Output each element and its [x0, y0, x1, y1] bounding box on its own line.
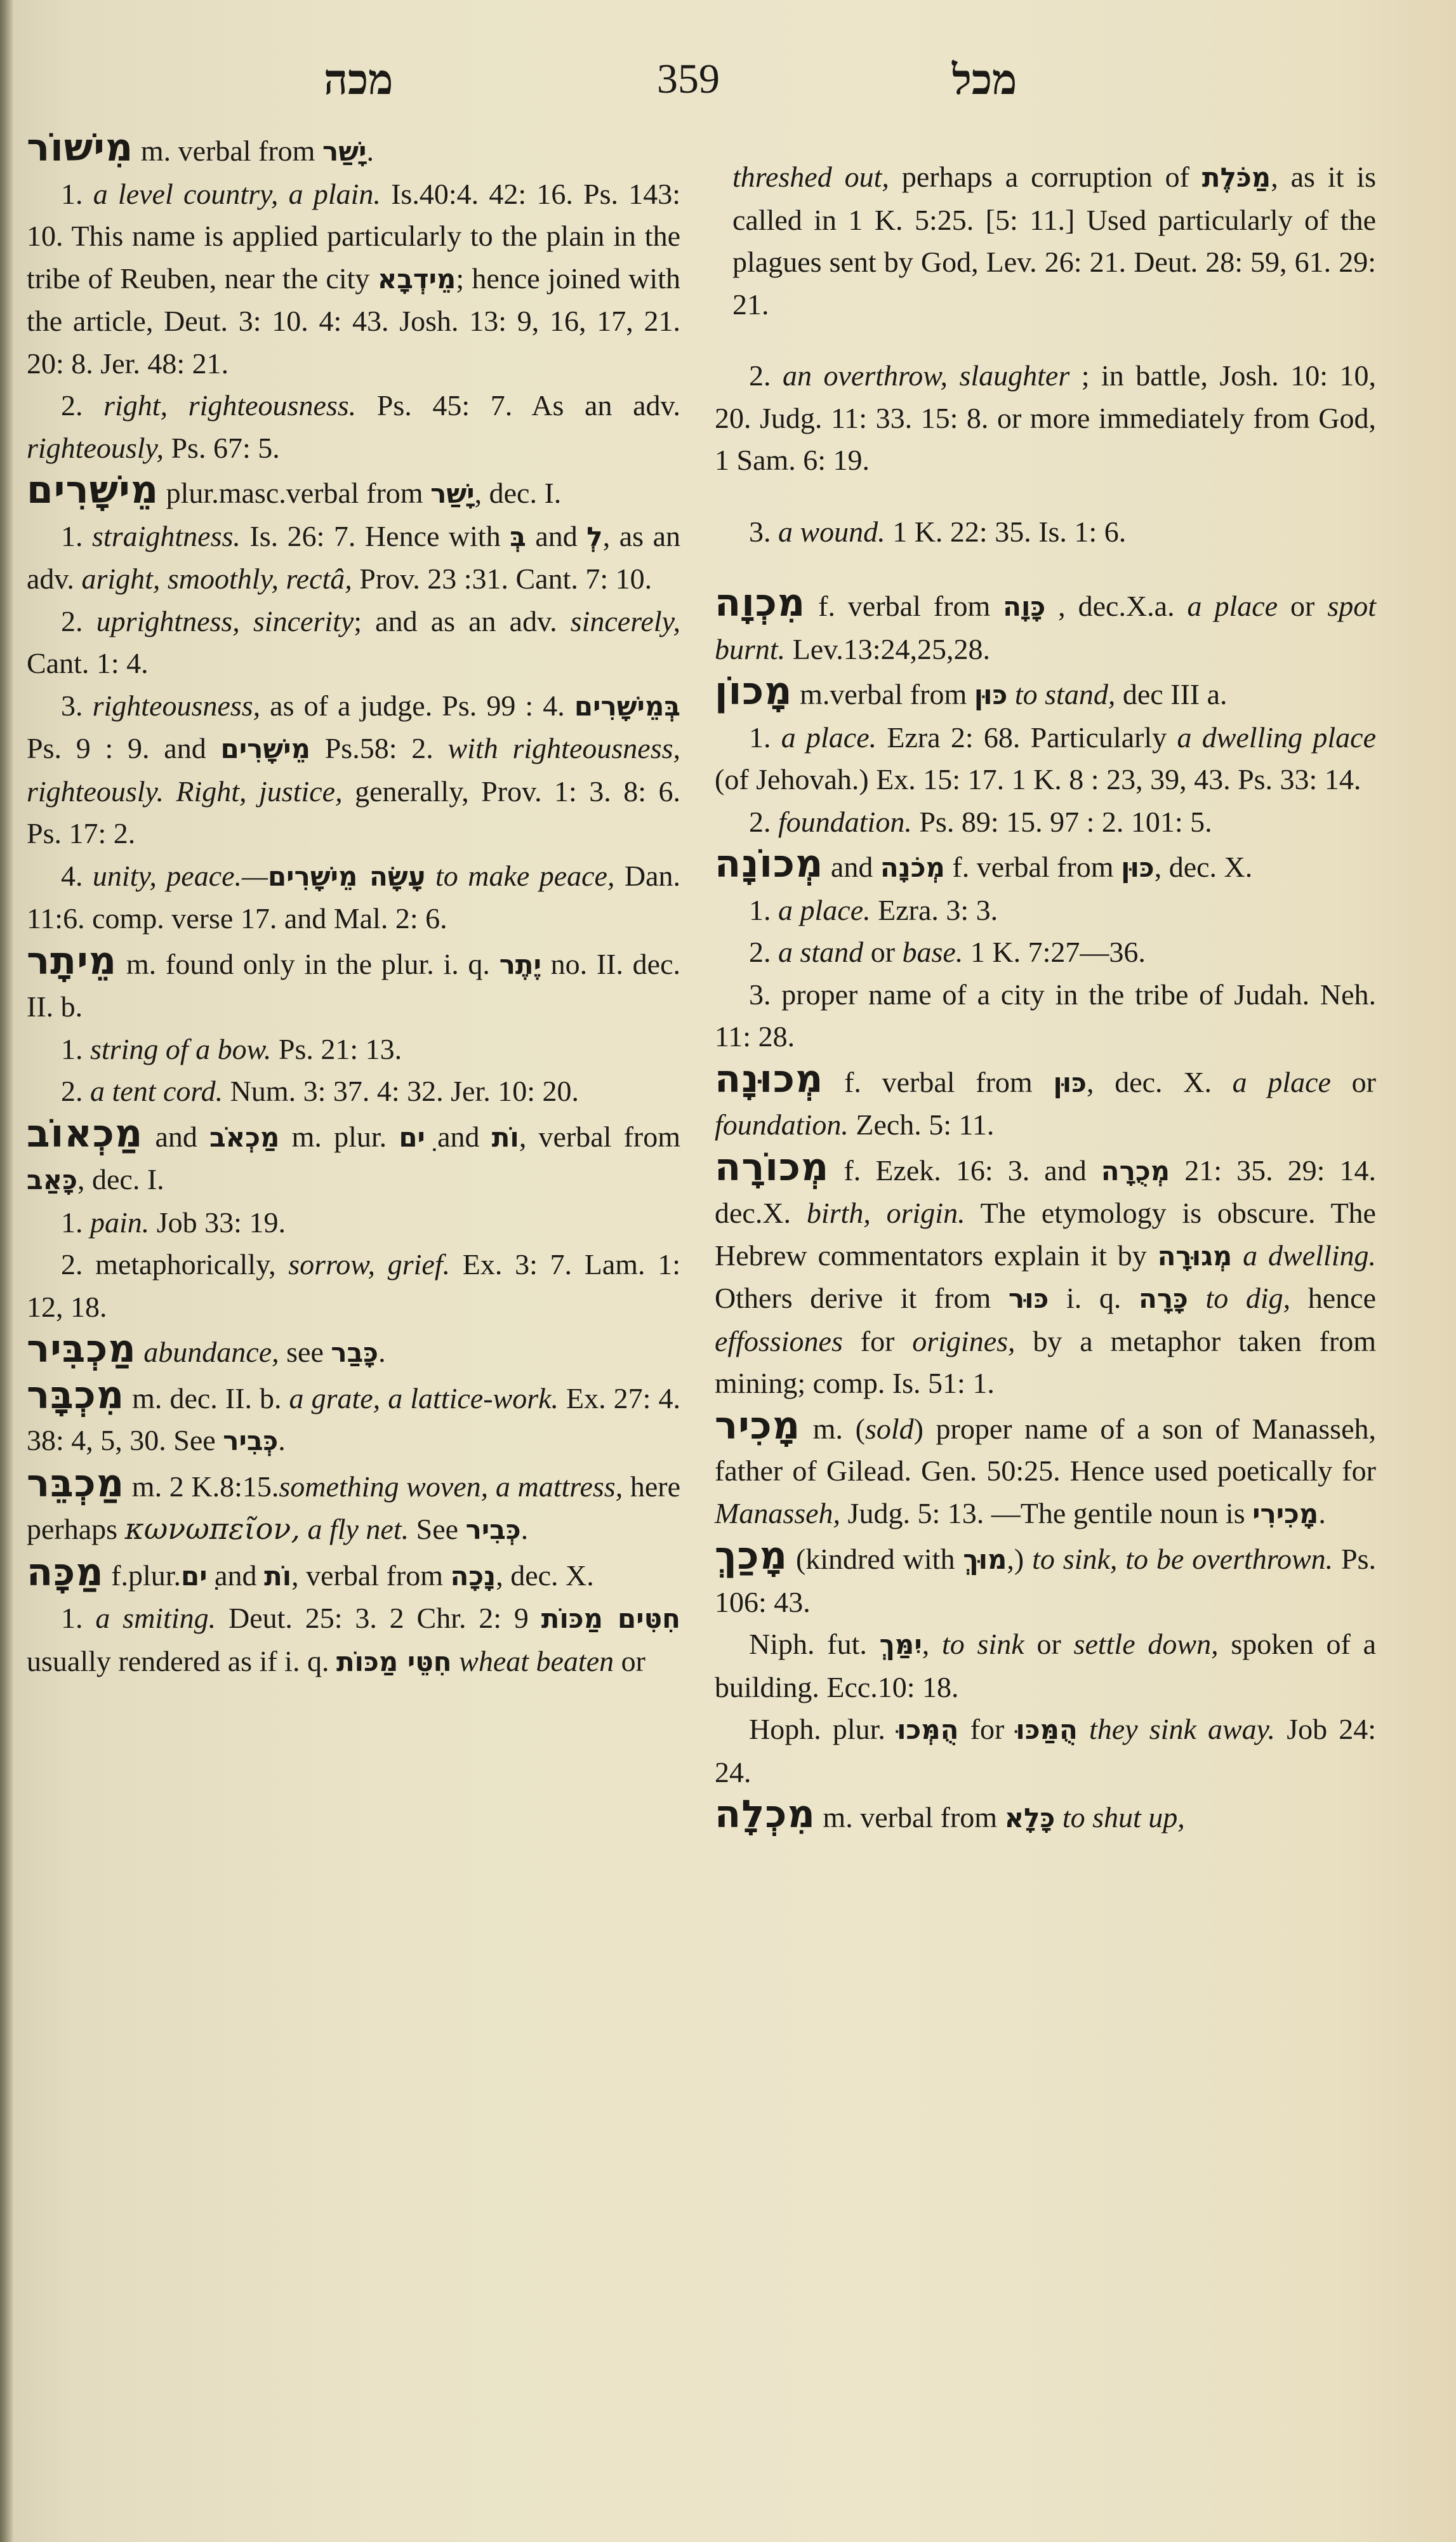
- text-run: as of a judge. Ps. 99 : 4.: [260, 689, 574, 722]
- entry-head-line: [715, 670, 1376, 717]
- italic-gloss: right, righteousness.: [103, 389, 357, 422]
- text-run: 2.: [749, 936, 778, 968]
- text-run: ,): [1007, 1543, 1033, 1575]
- text-run: or: [863, 936, 903, 968]
- italic-gloss: abundance,: [143, 1336, 279, 1368]
- italic-gloss: a tent cord.: [90, 1075, 223, 1107]
- text-run: .: [278, 1424, 286, 1456]
- entry-head-line: [715, 582, 1376, 670]
- hebrew-word: כּוּן: [1121, 852, 1155, 883]
- entry-head-line: [715, 1147, 1376, 1405]
- entry-sense: [715, 717, 1376, 801]
- text-run: generally, Prov. 1: 3. 8: 6. Ps. 17: 2.: [27, 775, 680, 849]
- text-run: 2.: [749, 359, 783, 392]
- italic-gloss: a dwelling.: [1232, 1239, 1376, 1272]
- italic-gloss: sincerely,: [570, 604, 680, 637]
- text-run: 2.: [749, 805, 778, 838]
- hebrew-word: לְ: [586, 521, 603, 552]
- headword: מִכְוָה: [715, 581, 806, 625]
- entry-sense: [715, 889, 1376, 932]
- entry-head-line: [27, 469, 680, 516]
- hebrew-word: וֹת: [491, 1121, 519, 1153]
- italic-gloss: a place.: [778, 893, 871, 926]
- text-run: ,: [922, 1628, 942, 1660]
- italic-gloss: with righteousness, righteously. Right, justice,: [27, 732, 680, 808]
- entry-sense: [715, 931, 1376, 974]
- entry-sense: [715, 355, 1376, 482]
- headword: מֵישָׁרִים: [27, 468, 159, 512]
- text-run: and: [155, 1120, 210, 1153]
- text-run: 1.: [749, 721, 781, 754]
- italic-gloss: settle down,: [1073, 1628, 1219, 1660]
- italic-gloss: pain.: [90, 1206, 150, 1239]
- text-run: Ex. 3: 7. Lam. 1: 12, 18.: [27, 1248, 680, 1323]
- italic-gloss: aright, smoothly, rectâ,: [81, 562, 352, 595]
- text-run: m. verbal from: [140, 135, 322, 167]
- hebrew-word: בְּמֵישָׁרִים: [574, 690, 681, 722]
- text-run: plur.masc.verbal from: [166, 477, 431, 509]
- entry-head-line: [27, 1113, 680, 1202]
- text-run: Cant. 1: 4.: [27, 647, 149, 679]
- text-run: , verbal from: [291, 1559, 451, 1592]
- text-run: perhaps a corruption of: [889, 161, 1202, 193]
- text-run: Num. 3: 37. 4: 32. Jer. 10: 20.: [223, 1075, 579, 1107]
- text-run: or: [614, 1644, 645, 1677]
- italic-gloss: a wound.: [778, 515, 885, 548]
- text-run: m.verbal from: [800, 678, 974, 710]
- text-run: m. found only in the plur. i. q.: [126, 947, 500, 980]
- hebrew-word: יָשַׁר: [430, 478, 475, 509]
- text-run: f. verbal from: [844, 1065, 1054, 1098]
- running-head-right-word: מכל: [952, 55, 1017, 104]
- left-column: [27, 127, 680, 1683]
- italic-gloss: righteousness,: [92, 689, 261, 722]
- text-run: ; and as an adv.: [354, 604, 571, 637]
- text-run: Dan. 11:6. comp. verse 17. and Mal. 2: 6.: [27, 859, 681, 935]
- hebrew-word: יָשַׁר: [322, 136, 367, 167]
- text-run: Ps. 67: 5.: [163, 431, 280, 464]
- italic-gloss: to sink: [941, 1628, 1024, 1660]
- dictionary-entry: [715, 1405, 1376, 1536]
- text-run: , dec. X.: [496, 1559, 594, 1592]
- hebrew-word: עָשָׂה מֵישָׁרִים: [267, 860, 426, 892]
- hebrew-word: יִמַּךְ: [879, 1629, 922, 1660]
- text-run: 3.: [749, 515, 778, 548]
- text-run: Prov. 23 :31. Cant. 7: 10.: [352, 562, 652, 595]
- hebrew-word: כָּרָה: [1138, 1283, 1188, 1314]
- text-run: The etymology is obscure. The Hebrew commentators explain it by: [715, 1197, 1376, 1272]
- dictionary-entry: [715, 1058, 1376, 1147]
- dictionary-entry: [27, 469, 680, 940]
- text-run: and: [207, 1559, 265, 1592]
- text-run: Deut. 25: 3. 2 Chr. 2: 9: [216, 1602, 541, 1634]
- italic-gloss: threshed out,: [732, 161, 889, 193]
- text-run: for: [842, 1324, 913, 1357]
- entry-head-line: [715, 1535, 1376, 1623]
- dictionary-entry: [715, 1793, 1376, 1840]
- italic-gloss: wheat beaten: [451, 1644, 614, 1677]
- hebrew-word: כָּאַב: [27, 1164, 77, 1195]
- hebrew-word: ִים: [181, 1560, 208, 1592]
- entry-sense: [27, 685, 680, 855]
- hebrew-word: כָּלָא: [1004, 1802, 1056, 1833]
- italic-gloss: a level country, a plain.: [93, 177, 381, 210]
- hebrew-word: נָכָה: [450, 1560, 496, 1592]
- text-run: 1.: [61, 1602, 96, 1634]
- text-run: 2. metaphorically,: [61, 1248, 289, 1281]
- text-run: or: [1024, 1628, 1074, 1660]
- hebrew-word: מַכְאֹב: [209, 1121, 280, 1153]
- text-run: Job 24: 24.: [715, 1713, 1377, 1788]
- text-run: .: [378, 1336, 386, 1368]
- text-run: hence: [1290, 1282, 1377, 1314]
- entry-sense: [27, 855, 680, 940]
- hebrew-word: מְגוּרָה: [1157, 1240, 1233, 1272]
- entry-head-line: [27, 1374, 680, 1463]
- text-run: Ps. 9 : 9. and: [27, 732, 221, 764]
- italic-gloss: a place.: [781, 721, 877, 754]
- text-run: for: [958, 1713, 1016, 1745]
- text-run: ; hence joined with the article, Deut. 3: 10. 4: 43. Josh. 13: 9, 16, 17, 21. 20: 8. Jer. 48: 21.: [27, 262, 680, 380]
- text-run: Ps.58: 2.: [310, 732, 448, 764]
- headword: מִכְבָּר: [27, 1373, 125, 1418]
- italic-gloss: a grate, a lattice-work.: [289, 1381, 559, 1414]
- text-run: Job 33: 19.: [149, 1206, 286, 1239]
- headword: מָכוֹן: [715, 669, 793, 714]
- text-run: 2.: [61, 604, 96, 637]
- italic-gloss: a place: [1187, 590, 1278, 622]
- text-run: 3.: [61, 689, 93, 722]
- hebrew-word: מֵישָׁרִים: [220, 733, 310, 764]
- hebrew-word: כְּבִיר: [223, 1425, 279, 1456]
- entry-sense: [715, 511, 1376, 554]
- text-run: i. q.: [1049, 1282, 1139, 1314]
- text-run: 1.: [61, 519, 93, 552]
- italic-gloss: origines,: [912, 1324, 1016, 1357]
- text-run: Judg. 5: 13. —The gentile noun is: [840, 1496, 1253, 1529]
- dictionary-entry: [27, 1328, 680, 1374]
- text-run: .: [1318, 1496, 1326, 1529]
- entry-sense: [715, 1623, 1376, 1708]
- italic-gloss: a stand: [778, 936, 864, 968]
- running-head-left-word: מכה: [324, 55, 394, 104]
- text-run: see: [279, 1336, 331, 1368]
- running-head: [0, 44, 1456, 114]
- text-run: , dec. I.: [474, 477, 562, 509]
- entry-head-line: [27, 127, 680, 173]
- italic-gloss: an overthrow, slaughter: [783, 359, 1070, 392]
- text-run: Ps. 21: 13.: [271, 1032, 402, 1065]
- dictionary-entry: [715, 843, 1376, 1058]
- text-run: Lev.13:24,25,28.: [785, 632, 990, 665]
- text-run: 1.: [61, 1206, 90, 1239]
- text-run: or: [1278, 590, 1328, 622]
- hebrew-word: כְּבִיר: [465, 1514, 521, 1545]
- italic-gloss: sorrow, grief.: [288, 1248, 451, 1281]
- hebrew-word: כּוּר: [1008, 1283, 1049, 1314]
- hebrew-word: חִטֵּי מַכּוֹת: [336, 1646, 452, 1677]
- dictionary-entry: [715, 1535, 1376, 1793]
- italic-gloss: foundation.: [715, 1108, 849, 1141]
- text-run: Ezra. 3: 3.: [870, 893, 998, 926]
- italic-gloss: something woven, a mattress,: [279, 1470, 623, 1503]
- page-number: 359: [657, 56, 720, 102]
- text-run: 1.: [61, 1032, 90, 1065]
- headword: מָכַךְ: [715, 1534, 788, 1578]
- italic-gloss: Manasseh,: [715, 1496, 841, 1529]
- headword: מֵיתָר: [27, 938, 117, 983]
- text-run: Ex. 27: 4. 38: 4, 5, 30. See: [27, 1381, 680, 1456]
- entry-head-line: [27, 940, 680, 1028]
- text-run: and: [830, 851, 880, 883]
- text-run: f.plur.: [111, 1559, 182, 1592]
- text-run: Ezra 2: 68. Particularly: [877, 721, 1177, 754]
- text-run: See: [409, 1513, 466, 1545]
- text-run: , dec. I.: [77, 1163, 164, 1195]
- right-column: [715, 127, 1376, 1840]
- italic-gloss: a place: [1232, 1065, 1331, 1098]
- text-run: f. verbal from: [818, 590, 1003, 622]
- dictionary-entry: [715, 670, 1376, 843]
- text-run: 1.: [61, 177, 93, 210]
- entry-sense: [715, 1708, 1376, 1793]
- text-run: 1 K. 7:27—36.: [963, 936, 1146, 968]
- hebrew-word: ִים: [399, 1121, 425, 1153]
- hebrew-word: מְכֹנָה: [880, 852, 945, 883]
- entry-head-line: [27, 1328, 680, 1374]
- headword: מָכִיר: [715, 1403, 801, 1448]
- text-run: Is. 26: 7. Hence with: [240, 519, 510, 552]
- italic-gloss: foundation.: [778, 805, 912, 838]
- hebrew-word: חִטִּים מַכּוֹת: [541, 1603, 681, 1634]
- text-run: m. plur.: [279, 1120, 399, 1153]
- text-run: ; in battle, Josh. 10: 10, 20. Judg. 11: 33. 15: 8. or more immediately from God, 1 Sam. 6: 19.: [715, 359, 1377, 476]
- italic-gloss: string of a bow.: [90, 1032, 272, 1065]
- hebrew-word: הֻמְּכוּ: [897, 1714, 959, 1745]
- dictionary-entry: [27, 940, 680, 1113]
- headword: מְכוֹנָה: [715, 842, 824, 886]
- italic-gloss: righteously,: [27, 431, 164, 464]
- italic-gloss: they sink away.: [1077, 1713, 1276, 1745]
- entry-sense: [27, 1244, 680, 1328]
- italic-gloss: to make peace,: [425, 859, 615, 892]
- dictionary-entry: [27, 1463, 680, 1552]
- entry-head-line: [715, 1793, 1376, 1840]
- entry-sense: [27, 1028, 680, 1071]
- text-run: f. verbal from: [944, 851, 1122, 883]
- text-run: Zech. 5: 11.: [848, 1108, 995, 1141]
- text-run: Niph. fut.: [749, 1628, 880, 1660]
- entry-sense: [715, 801, 1376, 844]
- text-run: (of Jehovah.) Ex. 15: 17. 1 K. 8 : 23, 39, 43. Ps. 33: 14.: [715, 763, 1361, 795]
- text-run: 1.: [749, 893, 778, 926]
- dictionary-entry: [27, 127, 680, 469]
- hebrew-word: מַכֹּלֶת: [1201, 162, 1271, 193]
- text-run: Ps. 89: 15. 97 : 2. 101: 5.: [911, 805, 1212, 838]
- text-run: , as it is called in 1 K. 5:25. [5: 11.] Used particularly of the plagues sent by God, Lev. 26: 21. Deut. 28: 59, 61. 29: 21.: [732, 161, 1377, 321]
- headword: מִכְלָה: [715, 1792, 816, 1837]
- italic-gloss: a dwelling place: [1177, 721, 1376, 754]
- greek-word: κωνωπεῖον,: [124, 1512, 300, 1546]
- entry-head-line: [715, 1058, 1376, 1147]
- hebrew-word: בְּ: [510, 521, 526, 552]
- text-run: ) proper name of a son of Manasseh, father of Gilead. Gen. 50:25. Hence used poetically for: [715, 1412, 1376, 1487]
- headword: מַכְבֵּר: [27, 1461, 125, 1506]
- text-run: Hoph. plur.: [749, 1713, 897, 1745]
- hebrew-word: כָּבַר: [331, 1337, 379, 1368]
- text-run: Is.40:4. 42: 16. Ps. 143: 10. This name is applied particularly to the plain in the tribe of Reuben, near the city: [27, 177, 680, 295]
- continued-text: [715, 156, 1376, 326]
- hebrew-word: מוּךְ: [963, 1544, 1007, 1575]
- italic-gloss: sold: [864, 1412, 914, 1445]
- text-run: , dec. X.: [1154, 851, 1253, 883]
- italic-gloss: to stand,: [1007, 678, 1116, 710]
- hebrew-word: וֹת: [264, 1560, 292, 1592]
- hebrew-word: מֵידְבָא: [377, 263, 456, 295]
- italic-gloss: a fly net.: [300, 1513, 409, 1545]
- text-run: spoken of a building. Ecc.10: 18.: [715, 1628, 1376, 1703]
- entry-sense: [27, 385, 680, 469]
- italic-gloss: to dig,: [1188, 1282, 1291, 1314]
- text-run: 1 K. 22: 35. Is. 1: 6.: [885, 515, 1127, 548]
- dictionary-entry: [27, 1552, 680, 1684]
- text-run: and: [425, 1120, 492, 1153]
- entry-sense: [27, 1597, 680, 1683]
- dictionary-entry: [27, 1113, 680, 1329]
- text-run: , dec.X.a.: [1045, 590, 1188, 622]
- text-run: m. verbal from: [823, 1801, 1005, 1833]
- text-run: and: [526, 519, 587, 552]
- italic-gloss: base.: [902, 936, 963, 968]
- entry-sense: [27, 516, 680, 601]
- text-run: 2.: [61, 389, 104, 422]
- text-run: usually rendered as if i. q.: [27, 1644, 336, 1677]
- text-run: here perhaps: [27, 1470, 681, 1545]
- text-run: , dec. X.: [1087, 1065, 1233, 1098]
- text-run: m. 2 K.8:15.: [131, 1470, 279, 1503]
- text-run: Others derive it from: [715, 1282, 1009, 1314]
- headword: מְכוֹרָה: [715, 1145, 830, 1190]
- text-run: 2.: [61, 1075, 90, 1107]
- entry-head-line: [715, 843, 1376, 889]
- text-run: (kindred with: [795, 1543, 963, 1575]
- entry-head-line: [27, 1552, 680, 1598]
- entry-sense: [715, 974, 1376, 1058]
- text-run: , verbal from: [519, 1120, 681, 1153]
- entry-head-line: [715, 1405, 1376, 1536]
- text-run: 4.: [61, 859, 93, 892]
- hebrew-word: מָכִירִי: [1252, 1498, 1319, 1529]
- italic-gloss: a smiting.: [95, 1602, 216, 1634]
- italic-gloss: to shut up,: [1055, 1801, 1185, 1833]
- text-run: m. dec. II. b.: [132, 1381, 289, 1414]
- italic-gloss: to sink, to be overthrown.: [1032, 1543, 1334, 1575]
- dictionary-entry: [27, 1374, 680, 1463]
- dictionary-entry: [715, 1147, 1376, 1405]
- entry-sense: [27, 1202, 680, 1244]
- text-run: m. (: [812, 1412, 865, 1445]
- hebrew-word: הֻמַּכּוּ: [1016, 1714, 1078, 1745]
- hebrew-word: כּוּן: [1053, 1067, 1087, 1098]
- entry-head-line: [27, 1463, 680, 1552]
- text-run: 21: 35. 29: 14. dec.X.: [715, 1154, 1377, 1229]
- entry-sense: [27, 173, 680, 385]
- text-run: Ps. 106: 43.: [715, 1543, 1377, 1618]
- entry-sense: [27, 601, 680, 685]
- text-run: .: [366, 135, 374, 167]
- entry-sense: [27, 1070, 680, 1113]
- headword: מִישׁוֹר: [27, 126, 134, 170]
- text-run: dec III a.: [1115, 678, 1228, 710]
- text-run: no. II. dec. II. b.: [27, 947, 681, 1023]
- text-run: 3. proper name of a city in the tribe of Judah. Neh. 11: 28.: [715, 978, 1376, 1053]
- hebrew-word: כָּוָה: [1003, 591, 1046, 622]
- text-run: by a metaphor taken from mining; comp. Is. 51: 1.: [715, 1324, 1376, 1399]
- text-run: Ps. 45: 7. As an adv.: [356, 389, 681, 422]
- headword: מְכוּנָה: [715, 1056, 824, 1101]
- hebrew-word: כּוּן: [974, 679, 1008, 710]
- italic-gloss: uprightness, sincerity: [96, 604, 354, 637]
- text-run: , as an adv.: [27, 519, 680, 595]
- text-run: .: [520, 1513, 529, 1545]
- italic-gloss: birth, origin.: [806, 1197, 965, 1229]
- hebrew-word: יֶתֶר: [499, 948, 541, 980]
- italic-gloss: effossiones: [715, 1324, 843, 1357]
- text-run: or: [1330, 1065, 1376, 1098]
- dictionary-entry: [715, 582, 1376, 670]
- headword: מַכְבִּיר: [27, 1327, 136, 1371]
- headword: מַכָּה: [27, 1550, 104, 1595]
- italic-gloss: unity, peace.—: [92, 859, 268, 892]
- headword: מַכְאוֹב: [27, 1111, 143, 1156]
- text-run: f. Ezek. 16: 3. and: [844, 1154, 1101, 1187]
- hebrew-word: מְכֻרָה: [1101, 1155, 1170, 1187]
- italic-gloss: straightness.: [92, 519, 241, 552]
- italic-gloss: spot burnt.: [715, 590, 1376, 665]
